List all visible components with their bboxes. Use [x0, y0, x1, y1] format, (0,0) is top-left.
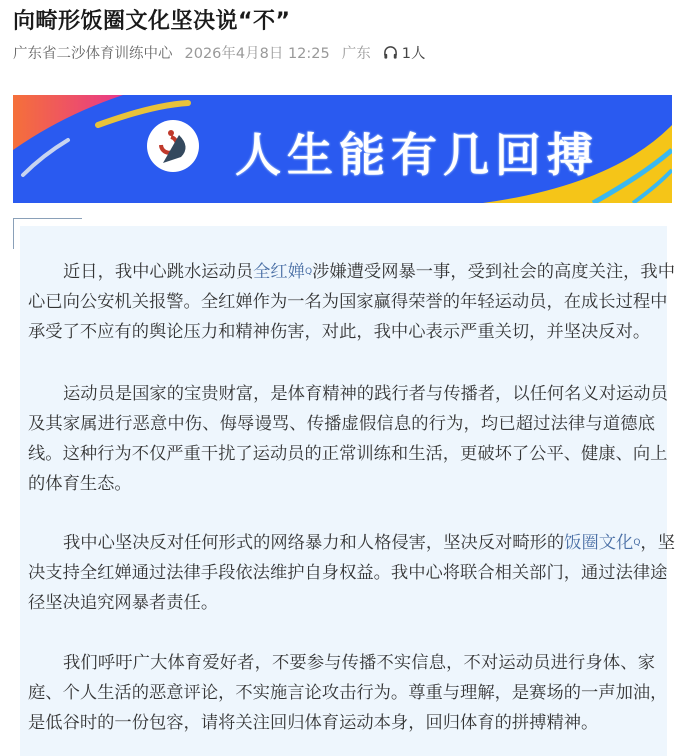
paragraph-1: [28, 257, 675, 347]
athlete-link[interactable]: 全红婵: [253, 262, 305, 282]
paragraph-3: [28, 528, 675, 618]
text-line: 是低谷时的一份包容，请将关注回归体育运动本身，回归体育的拼搏精神。: [28, 713, 599, 733]
article-datetime: 2026年4月8日 12:25: [184, 46, 330, 62]
headphones-icon: [383, 45, 398, 60]
text-line: 我中心坚决反对任何形式的网络暴力和人格侵害，坚决反对畸形的饭圈文化$^Q$，坚: [63, 533, 675, 553]
text-line: 的体育生态。: [28, 474, 132, 494]
article-title: 向畸形饭圈文化坚决说“不”: [13, 9, 291, 34]
article-meta: [13, 42, 425, 63]
text-line: 心已向公安机关报警。全红婵作为一名为国家赢得荣誉的年轻运动员，在成长过程中: [28, 292, 668, 312]
listener-count: 1人: [401, 46, 426, 62]
banner-slogan: 人生能有几回搏: [235, 128, 599, 182]
text-line: 及其家属进行恶意中伤、侮辱谩骂、传播虚假信息的行为，均已超过法律与道德底: [28, 414, 655, 434]
paragraph-4: [28, 648, 668, 738]
paragraph-2: [28, 379, 668, 499]
article-source[interactable]: 广东省二沙体育训练中心: [13, 46, 173, 62]
topic-link[interactable]: 饭圈文化: [564, 533, 634, 553]
article-location: 广东: [341, 46, 371, 62]
search-icon[interactable]: Q: [304, 267, 313, 277]
text-line: 我们呼吁广大体育爱好者，不要参与传播不实信息，不对运动员进行身体、家: [63, 653, 655, 673]
text-line: 承受了不应有的舆论压力和精神伤害，对此，我中心表示严重关切，并坚决反对。: [28, 322, 651, 342]
text-line: 径坚决追究网暴者责任。: [28, 593, 219, 613]
text-line: 庭、个人生活的恶意评论，不实施言论攻击行为。尊重与理解，是赛场的一声加油，: [28, 683, 668, 703]
listen-button[interactable]: [383, 42, 426, 63]
text-line: 近日，我中心跳水运动员全红婵$^Q$涉嫌遭受网暴一事，受到社会的高度关注，我中: [63, 262, 675, 282]
logo-icon: [147, 120, 199, 172]
article-banner: [13, 95, 672, 203]
text-line: 决支持全红婵通过法律手段依法维护自身权益。我中心将联合相关部门，通过法律途: [28, 563, 668, 583]
text-line: 线。这种行为不仅严重干扰了运动员的正常训练和生活，更破坏了公平、健康、向上: [28, 444, 668, 464]
text-line: 运动员是国家的宝贵财富，是体育精神的践行者与传播者，以任何名义对运动员: [63, 384, 668, 404]
search-icon[interactable]: Q: [633, 538, 641, 548]
